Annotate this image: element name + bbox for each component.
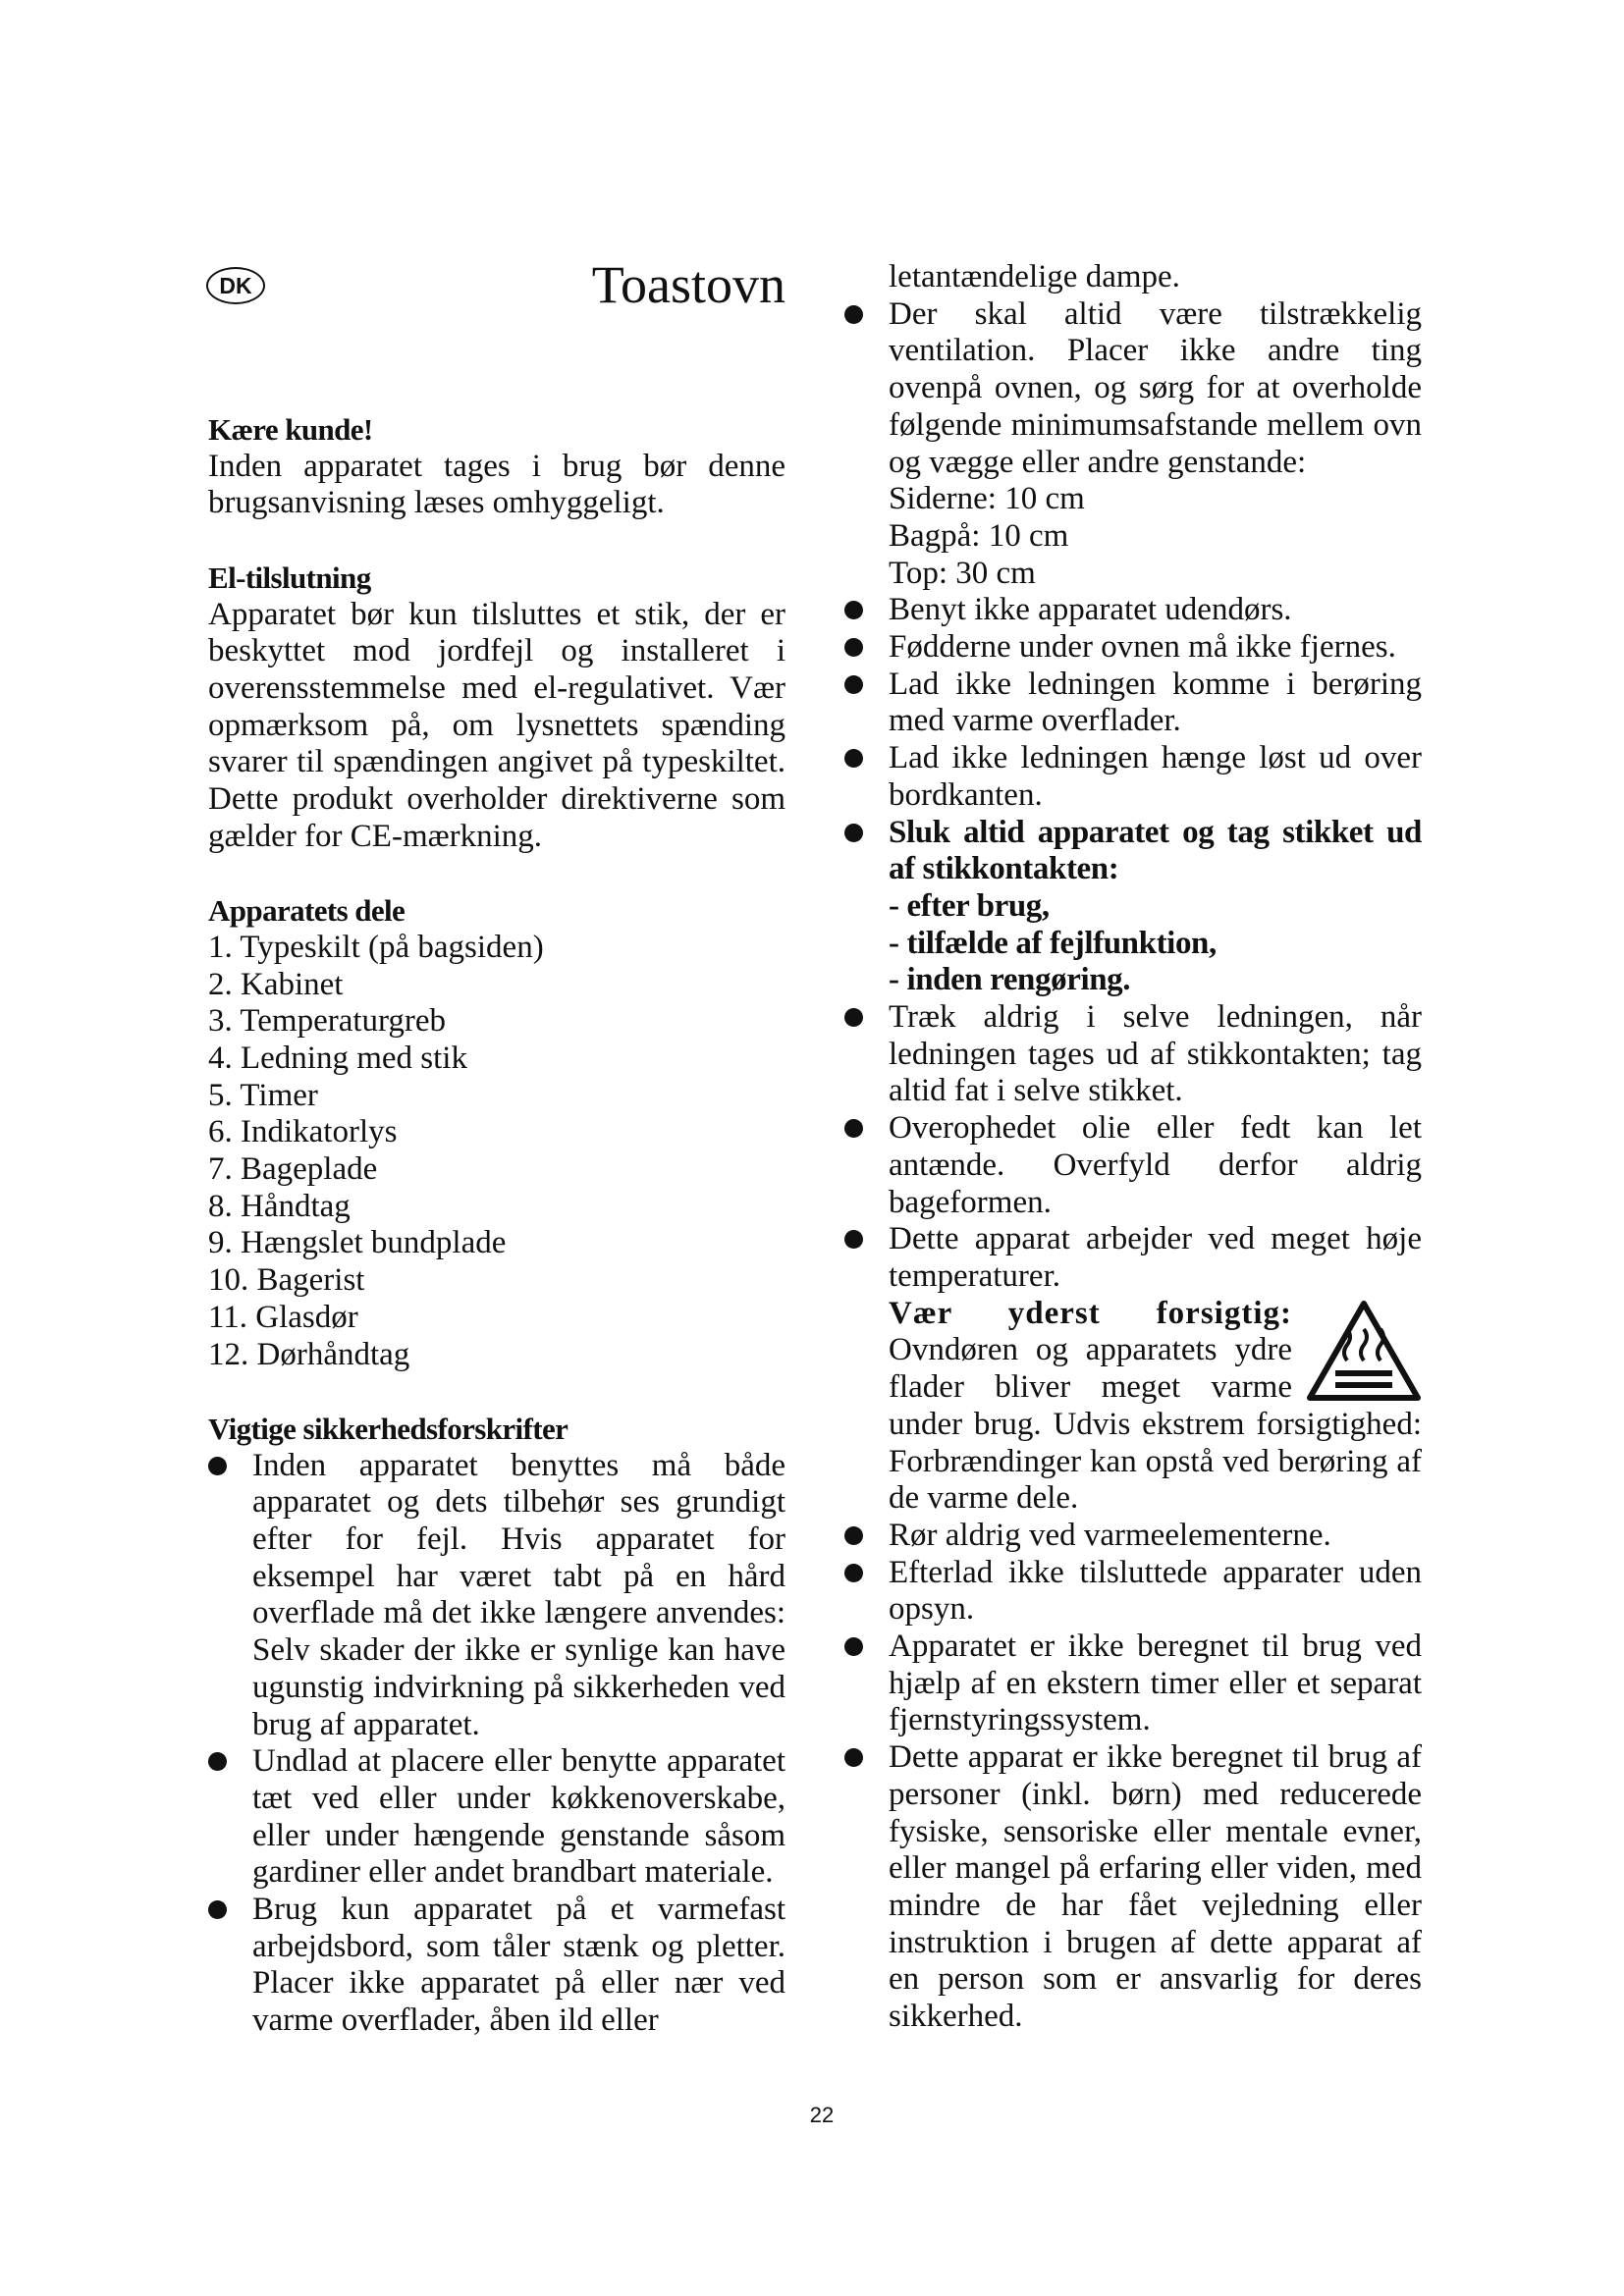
parts-heading: Apparatets dele	[208, 893, 406, 929]
safety-heading: Vigtige sikkerhedsforskrifter	[208, 1411, 568, 1446]
warning-text: Ovndøren og apparatets ydre flader bliver meget varme under brug. Udvis ekstrem forsigtighed: Forbrændinger kan opstå ved berøring af de varme dele.	[889, 1332, 1422, 1517]
unplug-after-use: - efter brug,	[889, 887, 1050, 924]
left-column	[208, 411, 785, 2040]
electrical-heading: El-tilslutning	[208, 560, 371, 595]
hot-text: Dette apparat arbejder ved meget høje temperaturer.	[889, 1221, 1422, 1294]
list-item: Inden apparatet benyttes må både apparatet og dets tilbehør ses grundigt efter for fejl. Hvis apparatet for eksempel har været tabt på en hård overflade må det ikke længere anvendes: Selv skader der ikke er synlige kan have ugunstig indvirkning på sikkerheden ved brug af apparatet.	[208, 1448, 785, 1744]
list-item: 9. Hængslet bundplade	[208, 1225, 507, 1261]
list-item: 6. Indikatorlys	[208, 1114, 398, 1150]
right-column	[844, 259, 1422, 2036]
list-item: 10. Bagerist	[208, 1262, 365, 1299]
language-badge: DK	[206, 267, 265, 304]
list-item: 4. Ledning med stik	[208, 1040, 467, 1076]
list-item: 7. Bageplade	[208, 1151, 378, 1188]
list-item: 5. Timer	[208, 1077, 318, 1113]
hot-surface-warning-icon	[1306, 1300, 1422, 1402]
list-item: 12. Dørhåndtag	[208, 1336, 410, 1372]
list-item: Apparatet er ikke beregnet til brug ved hjælp af en ekstern timer eller et separat fjernstyringssystem.	[844, 1629, 1422, 1739]
list-item: Overophedet olie eller fedt kan let antænde. Overfyld derfor aldrig bageformen.	[844, 1110, 1422, 1221]
spacer	[208, 855, 785, 892]
parts-list	[208, 930, 785, 1373]
continued-text: letantændelige dampe.	[889, 259, 1180, 294]
clearance-sides: Siderne: 10 cm	[889, 481, 1085, 517]
list-item: 11. Glasdør	[208, 1299, 358, 1335]
unplug-text: Sluk altid apparatet og tag stikket ud af stikkontakten:	[889, 814, 1422, 887]
spacer	[208, 1373, 785, 1411]
electrical-text: Apparatet bør kun tilsluttes et stik, der er beskyttet mod jordfejl og installeret i overensstemmelse med el-regulativet. Vær opmærksom på, om lysnettets spænding svarer til spændingen angivet på typeskiltet. Dette produkt overholder direktiverne som gælder for CE-mærkning.	[208, 596, 785, 854]
list-item: Lad ikke ledningen hænge løst ud over bordkanten.	[844, 740, 1422, 814]
warning-block: Vær yderst forsigtig: Ovndøren og apparatets ydre flader bliver meget varme under brug. Udvis ekstrem forsigtighed: Forbrændinger kan opstå ved berøring af de varme dele.	[889, 1295, 1422, 1517]
intro-heading: Kære kunde!	[208, 412, 373, 447]
page-title: Toastovn	[591, 255, 785, 314]
list-item: Lad ikke ledningen komme i berøring med varme overflader.	[844, 667, 1422, 740]
safety-list-left	[208, 1448, 785, 2040]
list-item	[844, 296, 1422, 593]
list-item: 8. Håndtag	[208, 1188, 351, 1224]
unplug-malfunction: - tilfælde af fejlfunktion,	[889, 925, 1217, 961]
list-item: Dette apparat er ikke beregnet til brug af personer (inkl. børn) med reducerede fysiske, sensoriske eller mentale evner, eller mangel på erfaring eller viden, med mindre de har fået vejledning eller instruktion i brugen af dette apparat af en person som er ansvarlig for deres sikkerhed.	[844, 1739, 1422, 2036]
list-item: Træk aldrig i selve ledningen, når ledningen tages ud af stikkontakten; tag altid fat i selve stikket.	[844, 999, 1422, 1110]
list-item: Brug kun apparatet på et varmefast arbejdsbord, som tåler stænk og pletter. Placer ikke apparatet på eller nær ved varme overflader, åben ild eller	[208, 1892, 785, 2040]
ventilation-text: Der skal altid være tilstrækkelig ventilation. Placer ikke andre ting ovenpå ovnen, og sørg for at overholde følgende minimumsafstande mellem ovn og vægge eller andre genstande:	[889, 295, 1422, 480]
intro-text: Inden apparatet tages i brug bør denne brugsanvisning læses omhyggeligt.	[208, 448, 785, 521]
list-item: Benyt ikke apparatet udendørs.	[844, 592, 1422, 629]
list-item: 1. Typeskilt (på bagsiden)	[208, 929, 544, 965]
list-item	[844, 1221, 1422, 1518]
clearance-back: Bagpå: 10 cm	[889, 517, 1069, 554]
list-item: Undlad at placere eller benytte apparatet tæt ved eller under køkkenoverskabe, eller under hængende genstande såsom gardiner eller andet brandbart materiale.	[208, 1743, 785, 1892]
clearance-top: Top: 30 cm	[889, 555, 1036, 591]
spacer	[208, 522, 785, 560]
unplug-before-cleaning: - inden rengøring.	[889, 962, 1131, 998]
safety-list-right	[844, 296, 1422, 2036]
list-item: 2. Kabinet	[208, 966, 344, 1002]
list-item: Efterlad ikke tilsluttede apparater uden opsyn.	[844, 1555, 1422, 1629]
list-item	[844, 815, 1422, 1000]
list-item: Fødderne under ovnen må ikke fjernes.	[844, 629, 1422, 667]
warning-label: Vær yderst forsigtig	[889, 1295, 1280, 1331]
list-item: Rør aldrig ved varmeelementerne.	[844, 1518, 1422, 1555]
page-number: 22	[809, 2103, 835, 2127]
list-item: 3. Temperaturgreb	[208, 1003, 447, 1040]
